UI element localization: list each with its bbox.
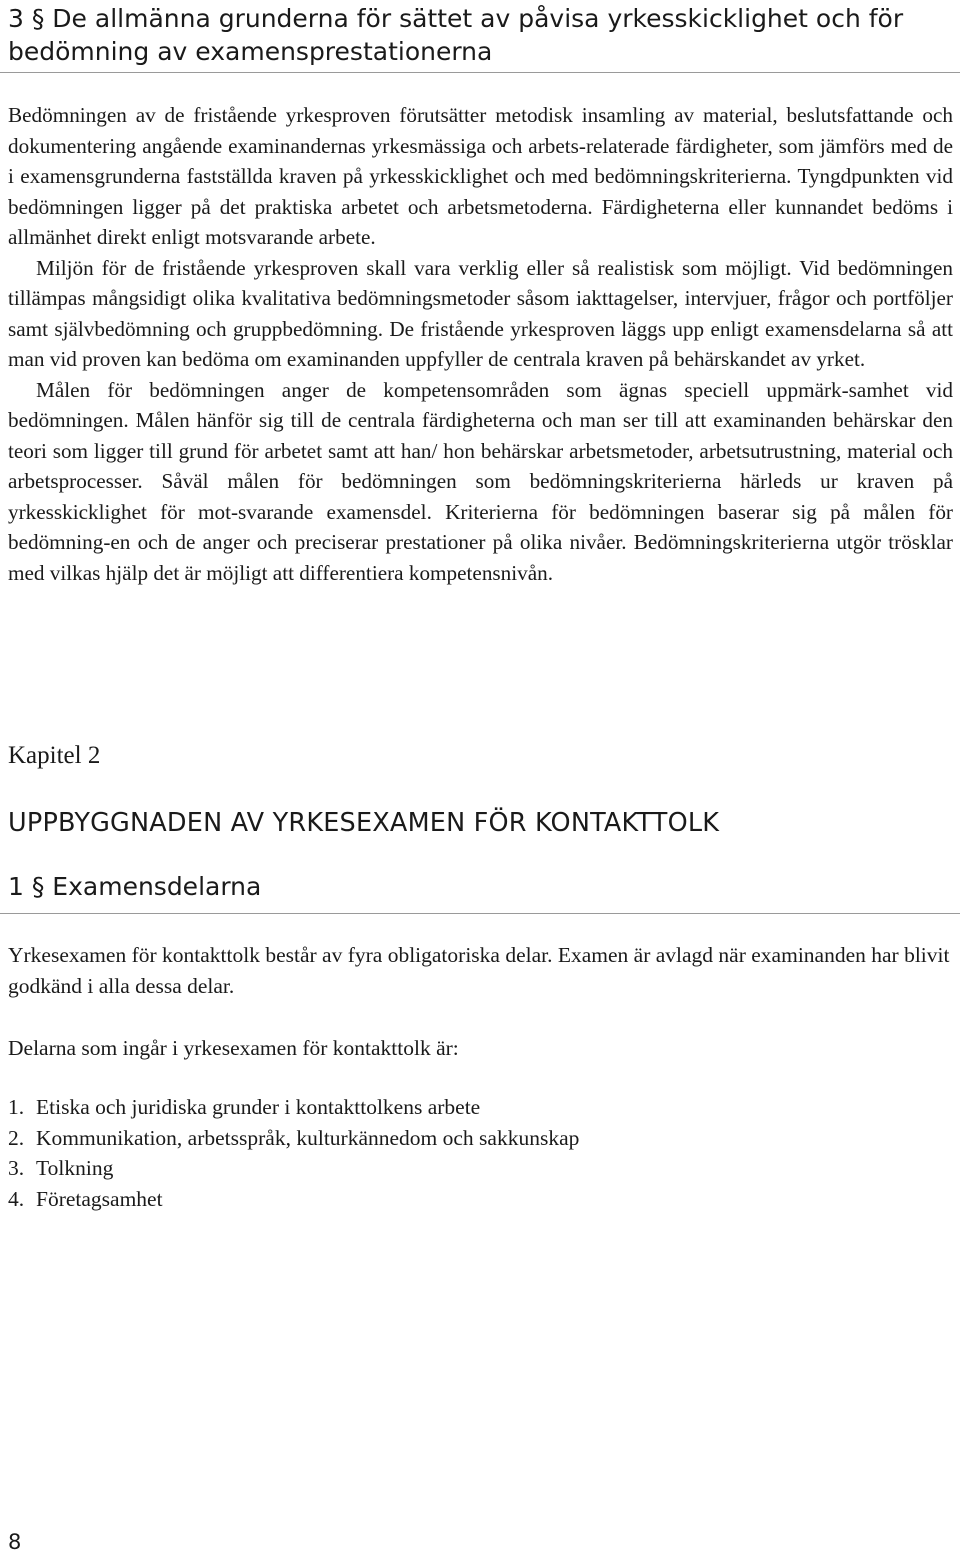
chapter-label: Kapitel 2 [8,742,101,769]
subsection-heading: 1 § Examensdelarna [8,872,262,901]
list-item [8,1153,579,1184]
chapter-title: UPPBYGGNADEN AV YRKESEXAMEN FÖR KONTAKTTOLK [8,808,720,838]
list-number: 2. [8,1125,25,1150]
list-number: 4. [8,1186,25,1211]
list-number: 1. [8,1095,25,1119]
list-item [8,1092,579,1123]
list-item [8,1123,579,1154]
list-text: Kommunikation, arbetsspråk, kulturkännedom och sakkunskap [36,1125,580,1150]
list-lead: Delarna som ingår i yrkesexamen för kontakttolk är: [8,1036,459,1060]
page-number: 8 [8,1530,22,1554]
list-text: Etiska och juridiska grunder i kontakttolkens arbete [36,1095,481,1119]
heading-divider [0,72,960,73]
paragraph: Yrkesexamen för kontakttolk består av fyra obligatoriska delar. Examen är avlagd när examinanden har blivit godkänd i alla dessa delar. [8,943,950,998]
section-body [8,100,953,588]
list-item [8,1184,579,1215]
parts-list [8,1092,579,1214]
subsection-divider [0,913,960,914]
section-heading: 3 § De allmänna grunderna för sättet av påvisa yrkesskicklighet och för bedömning av examensprestationerna [8,4,904,66]
intro-text [8,940,953,1002]
list-text: Företagsamhet [36,1186,163,1211]
paragraph: Miljön för de fristående yrkesproven skall vara verklig eller så realistisk som möjligt. Vid bedömningen tillämpas mångsidigt olika kvalitativa bedömningsmetoder såsom iakttagelser, intervjuer, frågor och portföljer samt självbedömning och gruppbedömning. De fristående yrkesproven läggs upp enligt examensdelarna så att man vid proven kan bedöma om examinanden uppfyller de centrala kraven på behärskandet av yrket. [8,255,953,371]
list-number: 3. [8,1156,25,1180]
list-text: Tolkning [36,1156,114,1180]
paragraph: Bedömningen av de fristående yrkesproven förutsätter metodisk insamling av material, beslutsfattande och dokumentering angående examinandernas yrkesmässiga och arbets-relaterade färdigheter, som jämförs med de i examensgrunderna fastställda kraven på yrkesskicklighet och med bedömningskriterierna. Tyngdpunkten vid bedömningen ligger på det praktiska arbetet och arbetsmetoderna. Färdigheterna eller kunnandet bedöms i allmänhet direkt enligt motsvarande arbete. [8,103,953,249]
paragraph: Målen för bedömningen anger de kompetensområden som ägnas speciell uppmärk-samhet vid bedömningen. Målen hänför sig till de centrala färdigheterna och man ser till att examinanden behärskar den teori som ligger till grund för arbetet samt att han/ hon behärskar arbetsmetoder, arbetsutrustning, material och arbetsprocesser. Såväl målen för bedömningen som bedömningskriterierna härleds ur kraven på yrkesskicklighet för mot-svarande examensdel. Kriterierna för bedömningen baserar sig på målen för bedömning-en och de anger och preciserar prestationer på olika nivåer. Bedömningskriterierna utgör trösklar med vilkas hjälp det är möjligt att differentiera kompetensnivån. [8,377,953,585]
